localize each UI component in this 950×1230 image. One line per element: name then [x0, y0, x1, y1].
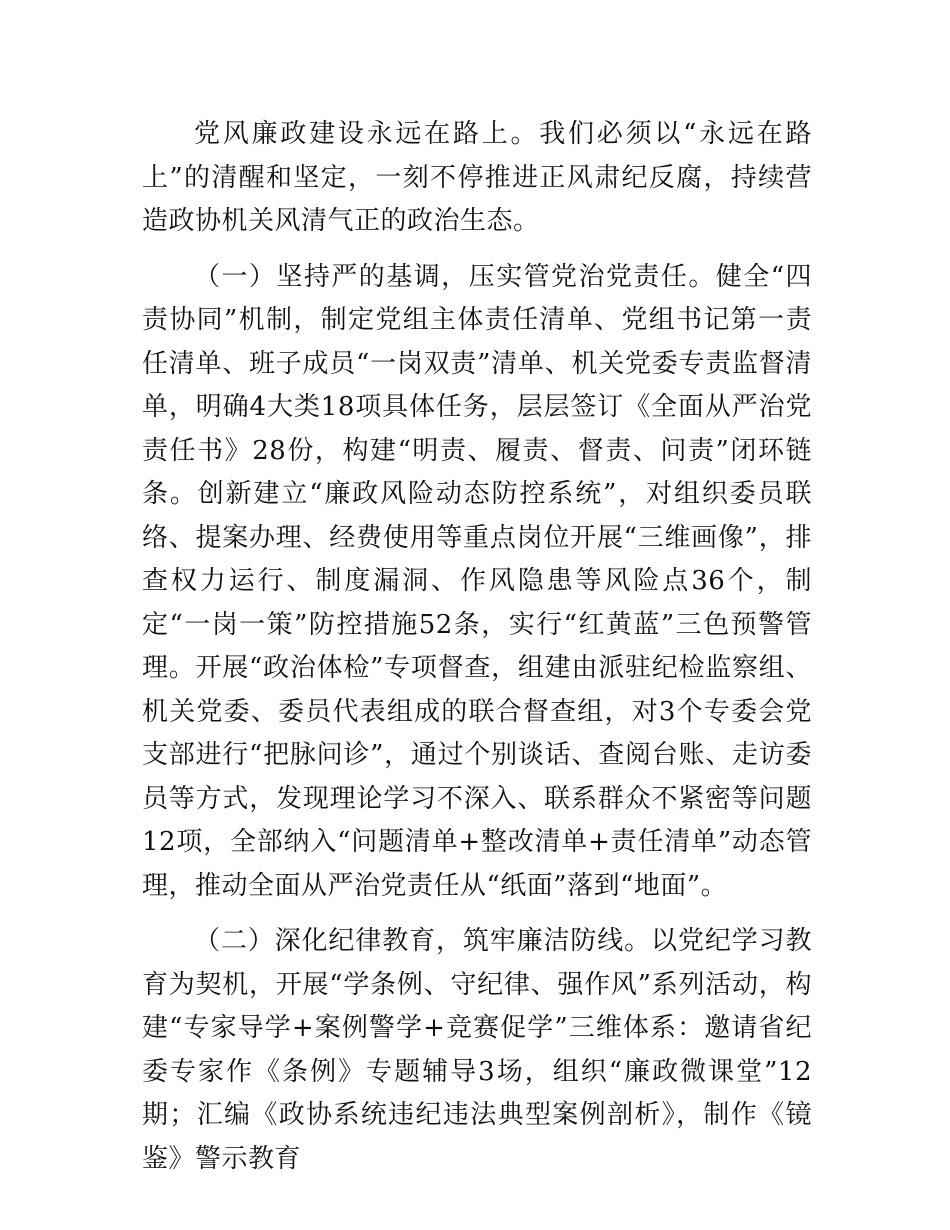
paragraph-section-two: （二）深化纪律教育，筑牢廉洁防线。以党纪学习教育为契机，开展“学条例、守纪律、强作风”系列活动，构建“专家导学+案例警学+竞赛促学”三维体系：邀请省纪委专家作《条例》专题辅导3场，组织“廉政微课堂”12期；汇编《政协系统违纪违法典型案例剖析》，制作《镜鉴》警示教育: [142, 926, 812, 1174]
paragraph-section-one: （一）坚持严的基调，压实管党治党责任。健全“四责协同”机制，制定党组主体责任清单、党组书记第一责任清单、班子成员“一岗双责”清单、机关党委专责监督清单，明确4大类18项具体任务，层层签订《全面从严治党责任书》28份，构建“明责、履责、督责、问责”闭环链条。创新建立“廉政风险动态防控系统”，对组织委员联络、提案办理、经费使用等重点岗位开展“三维画像”，排查权力运行、制度漏洞、作风隐患等风险点36个，制定“一岗一策”防控措施52条，实行“红黄蓝”三色预警管理。开展“政治体检”专项督查，组建由派驻纪检监察组、机关党委、委员代表组成的联合督查组，对3个专委会党支部进行“把脉问诊”，通过个别谈话、查阅台账、走访委员等方式，发现理论学习不深入、联系群众不紧密等问题12项，全部纳入“问题清单+整改清单+责任清单”动态管理，推动全面从严治党责任从“纸面”落到“地面”。: [142, 261, 812, 901]
paragraph-intro: 党风廉政建设永远在路上。我们必须以“永远在路上”的清醒和坚定，一刻不停推进正风肃纪反腐，持续营造政协机关风清气正的政治生态。: [142, 119, 812, 236]
document-body: [142, 113, 812, 1193]
